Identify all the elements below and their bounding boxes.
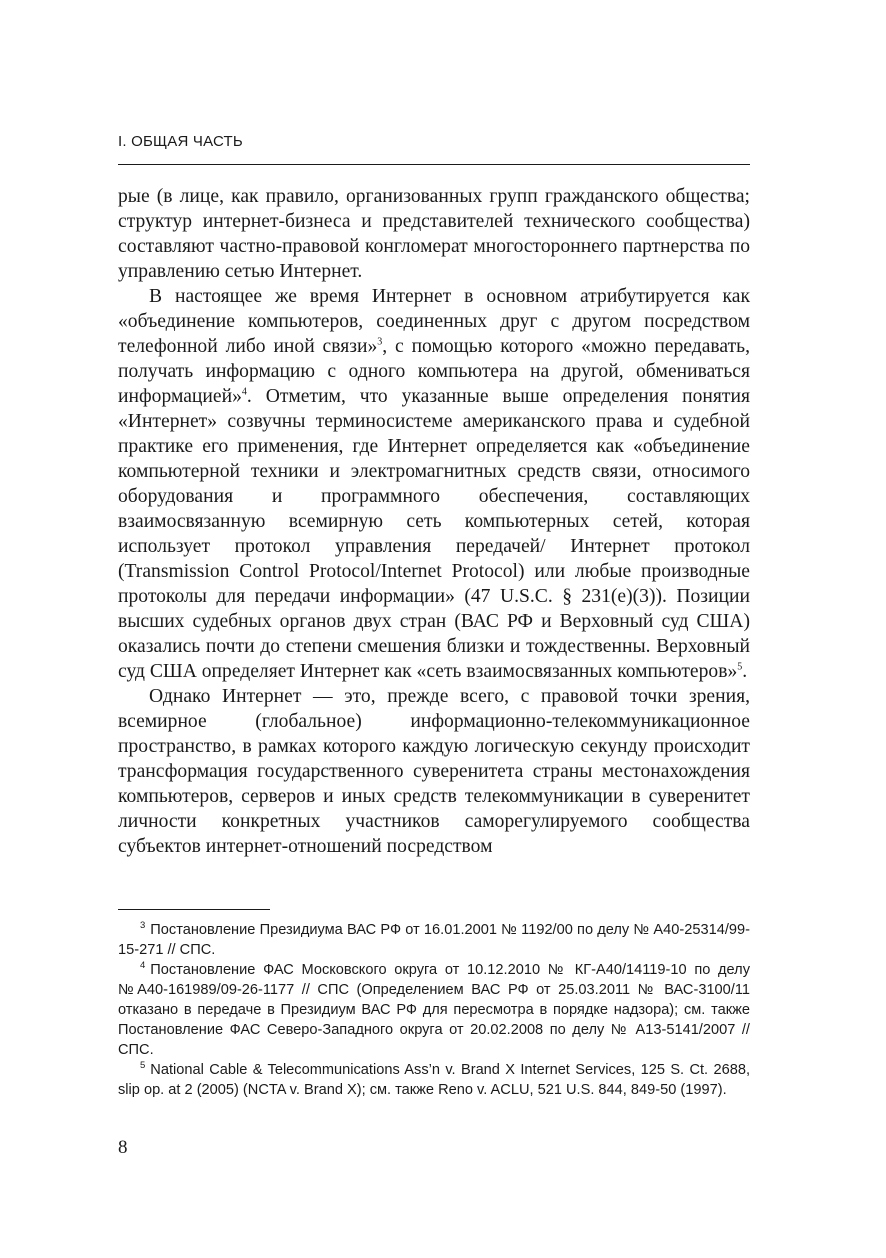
paragraph-2-part-4: .: [742, 661, 748, 682]
footnote-number: 5: [140, 1060, 146, 1072]
footnote-4: [118, 960, 750, 1060]
footnote-number: 3: [140, 920, 146, 932]
footnote-ref-4: 4: [241, 386, 247, 398]
footnote-5: [118, 1060, 750, 1100]
footnote-text: National Cable & Telecommunications Ass’n v. Brand X Internet Services, 125 S. Ct. 2688, slip op. at 2 (2005) (NCTA v. Brand X); см. также Reno v. ACLU, 521 U.S. 844, 849-50 (1997).: [118, 1062, 750, 1098]
paragraph-2-part-3: . Отметим, что указанные выше определения понятия «Интернет» созвучны терминосистеме американского права и судебной практике его применения, где Интернет определяется как «объединение компьютерной техники и электромагнитных средств связи, относимого оборудования и программного обеспечения, составляющих взаимосвязанную всемирную сеть компьютерных сетей, которая использует протокол управления передачей/ Интернет протокол (Transmission Control Protocol/Internet Protocol) или любые производные протоколы для передачи информации» (47 U.S.C. § 231(e)(3)). Позиции высших судебных органов двух стран (ВАС РФ и Верховный суд США) оказались почти до степени смешения близки и тождественны. Верховный суд США определяет Интернет как «сеть взаимосвязанных компьютеров»: [118, 386, 750, 682]
page-number: 8: [118, 1137, 128, 1158]
paragraph-2-part-2: , с помощью которого «можно передавать, получать информацию с одного компьютера на другой, обмениваться информацией»: [118, 336, 750, 407]
paragraph-2: [118, 284, 750, 684]
paragraph-2-part-1: В настоящее же время Интернет в основном атрибутируется как «объединение компьютеров, соединенных друг с другом посредством телефонной либо иной связи»: [118, 286, 750, 357]
footnote-3: [118, 920, 750, 960]
footnotes: [118, 920, 750, 1100]
footnote-text: Постановление ФАС Московского округа от 10.12.2010 № КГ-А40/14119-10 по делу №А40-161989/09-26-1177 // СПС (Определением ВАС РФ от 25.03.2011 № ВАС-3100/11 отказано в передаче в Президиум ВАС РФ для пересмотра в порядке надзора); см. также Постановление ФАС Северо-Западного округа от 20.02.2008 по делу № А13-5141/2007 // СПС.: [118, 962, 750, 1058]
footnote-rule: [118, 909, 270, 910]
header-rule: [118, 164, 750, 165]
footnote-ref-3: 3: [377, 336, 383, 348]
paragraph-3: Однако Интернет — это, прежде всего, с правовой точки зрения, всемирное (глобальное) информационно-телекоммуникационное пространство, в рамках которого каждую логическую секунду происходит трансформация государственного суверенитета страны местонахождения компьютеров, серверов и иных средств телекоммуникации в суверенитет личности конкретных участников саморегулируемого сообщества субъектов интернет-отношений посредством: [118, 686, 750, 857]
running-head: I. ОБЩАЯ ЧАСТЬ: [118, 133, 243, 150]
footnote-number: 4: [140, 960, 146, 972]
paragraph-1: рые (в лице, как правило, организованных групп гражданского общества; структур интернет-бизнеса и представителей технического сообщества) составляют частно-правовой конгломерат многостороннего партнерства по управлению сетью Интернет.: [118, 186, 750, 282]
footnote-ref-5: 5: [737, 661, 743, 673]
main-text: [118, 184, 750, 859]
footnote-text: Постановление Президиума ВАС РФ от 16.01.2001 № 1192/00 по делу № А40-25314/99-15-271 // СПС.: [118, 922, 750, 958]
